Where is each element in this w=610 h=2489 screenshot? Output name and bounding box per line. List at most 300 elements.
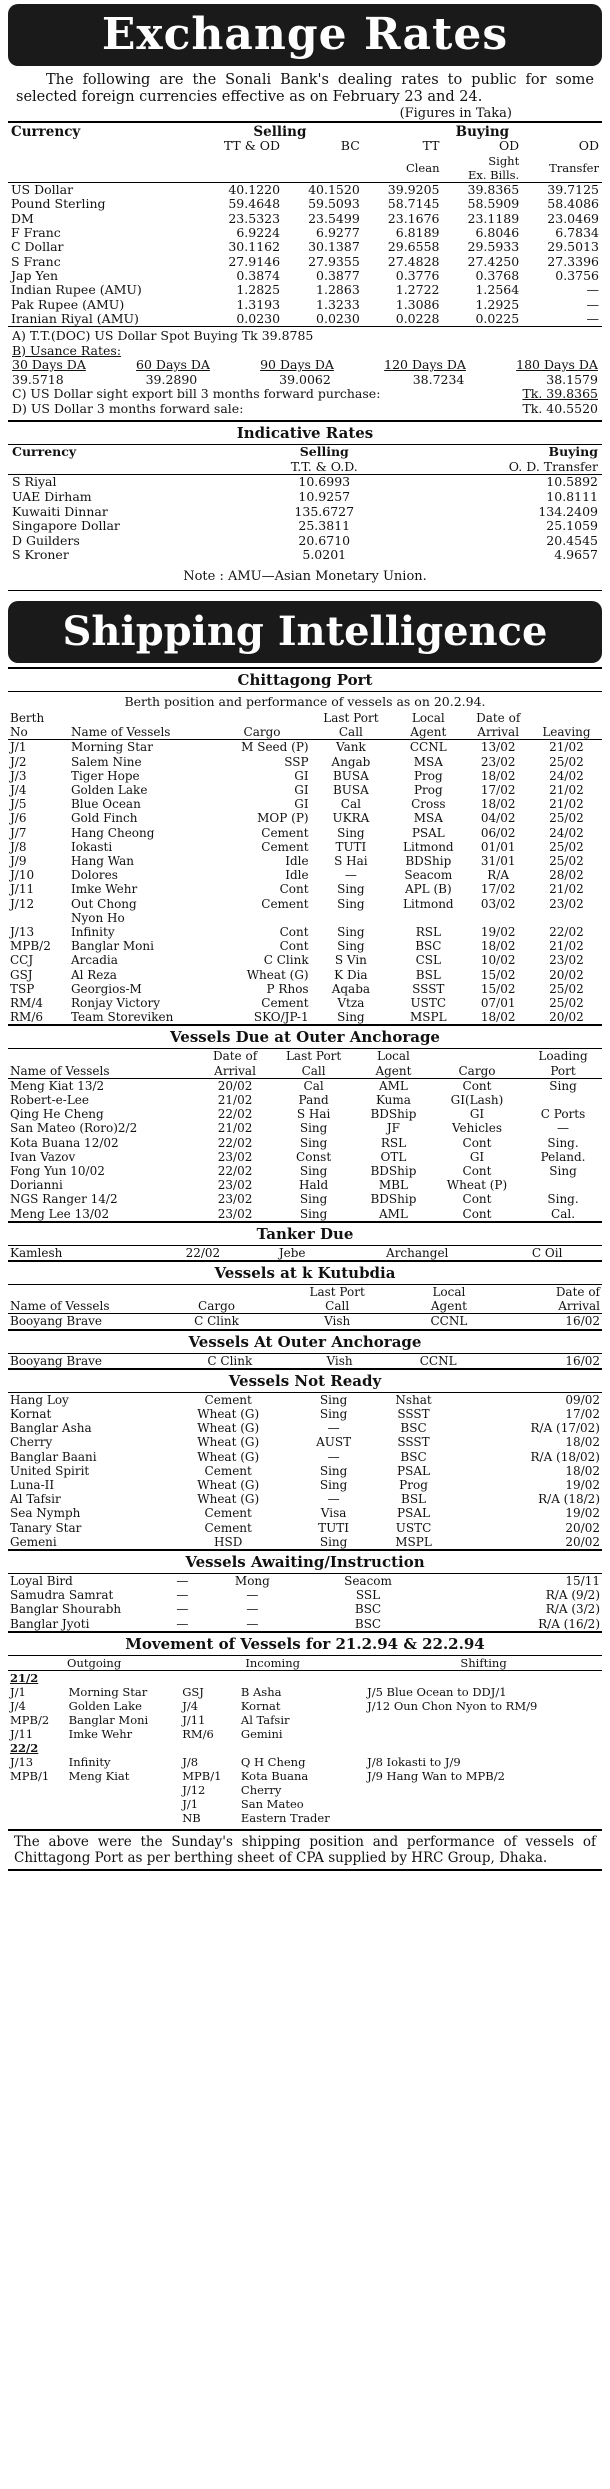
berth-cell: 21/02	[549, 782, 584, 797]
berth-row	[8, 1010, 602, 1024]
rate-value: 6.8046	[475, 225, 520, 241]
movement-row	[8, 1685, 602, 1699]
due-cell: Cont	[462, 1135, 492, 1150]
due-col	[200, 1049, 270, 1078]
berth-cell: Prog	[413, 768, 443, 783]
usance-label: 90 Days DA	[260, 357, 334, 373]
due-cell: OTL	[380, 1149, 407, 1164]
kutubdia-cell: 16/02	[565, 1314, 600, 1329]
kutubdia-cell: CCNL	[430, 1314, 468, 1329]
berth-cell: TUTI	[335, 839, 367, 854]
berth-cell: 21/02	[549, 740, 584, 755]
notready-cell: 20/02	[565, 1534, 600, 1549]
berth-cell: Litmond	[402, 839, 454, 854]
mv-col-shifting: Shifting	[365, 1656, 602, 1671]
notready-row	[8, 1478, 602, 1492]
due-row	[8, 1164, 602, 1178]
berth-cell: MOP (P)	[257, 811, 309, 826]
currency-name: UAE Dirham	[12, 488, 92, 504]
usance-labels	[12, 358, 598, 373]
buying-value: 25.1059	[546, 518, 598, 534]
awaiting-cell: Samudra Samrat	[10, 1588, 114, 1603]
currency-name: S Kroner	[12, 547, 69, 563]
berth-cell: 13/02	[480, 740, 516, 755]
movement-row	[8, 1699, 602, 1713]
rate-value: 39.8365	[467, 182, 520, 198]
notready-cell: BSL	[401, 1492, 427, 1507]
movement-cell: MPB/1	[182, 1768, 222, 1783]
due-cell: 23/02	[217, 1149, 253, 1164]
rate-value: 40.1220	[228, 182, 281, 198]
berth-cell: 17/02	[480, 782, 516, 797]
awaiting-row	[8, 1617, 602, 1631]
movement-day-label: 22/2	[10, 1740, 39, 1755]
notready-cell: BSC	[400, 1421, 427, 1436]
berth-row	[8, 740, 602, 755]
currency-name: D Guilders	[12, 532, 80, 548]
movement-day-row	[8, 1670, 602, 1685]
berth-cell: Morning Star	[70, 740, 153, 755]
notready-cell: Luna-II	[10, 1478, 55, 1493]
due-col	[8, 1049, 200, 1078]
indicative-row	[8, 490, 602, 505]
berth-cell: Cement	[261, 995, 309, 1010]
note-c-text: C) US Dollar sight export bill 3 months forward purchase:	[12, 386, 381, 402]
berth-cell: SSST	[412, 981, 445, 996]
berth-cell: BUSA	[332, 782, 369, 797]
due-cell: Sing	[549, 1164, 577, 1178]
rate-value: 1.2564	[475, 282, 520, 298]
berth-cell: P Rhos	[266, 981, 309, 996]
berth-cell: 18/02	[480, 1010, 516, 1025]
notready-cell: Wheat (G)	[197, 1492, 260, 1507]
berth-col-label: Berth	[10, 710, 45, 725]
berth-cell: 20/02	[549, 1010, 584, 1025]
outer-body	[8, 1354, 602, 1368]
berth-cell: CCJ	[10, 953, 34, 968]
due-cell: 23/02	[217, 1206, 253, 1221]
berth-row	[8, 755, 602, 769]
berth-cell: J/2	[10, 754, 27, 769]
movement-cell: GSJ	[182, 1684, 204, 1699]
berth-col-label: Local	[411, 710, 445, 725]
berth-cell: S Hai	[334, 853, 368, 868]
notready-row	[8, 1450, 602, 1464]
berth-cell: Sing	[337, 825, 365, 840]
tanker-row	[8, 1246, 602, 1260]
currency-name: F Franc	[11, 225, 61, 241]
movement-cell: J/11	[182, 1712, 206, 1727]
berth-cell: Dolores	[70, 868, 118, 883]
notready-row	[8, 1421, 602, 1435]
notready-cell: Sea Nymph	[10, 1506, 81, 1521]
rate-value: 0.3768	[475, 267, 520, 283]
notready-cell: Cement	[204, 1392, 252, 1407]
berth-cell: Cement	[261, 839, 309, 854]
notready-cell: Wheat (G)	[197, 1407, 260, 1422]
berth-cell: J/10	[10, 868, 35, 883]
berth-cell: Vtza	[337, 995, 365, 1010]
usance-values	[12, 373, 598, 388]
currency-name: S Riyal	[12, 474, 57, 490]
rate-value: 58.7145	[387, 196, 440, 212]
kutubdia-col	[403, 1285, 494, 1314]
due-cell: S Hai	[296, 1107, 331, 1122]
ind-col-tt: T.T. & O.D.	[290, 458, 358, 474]
berth-cell: Nyon Ho	[70, 910, 125, 925]
due-col-label: Last Port	[285, 1049, 342, 1064]
indicative-body	[8, 475, 602, 563]
col-sight: Sight	[488, 153, 520, 168]
due-cell: 21/02	[217, 1092, 253, 1107]
due-row	[8, 1136, 602, 1150]
movement-cell: J/1	[10, 1684, 26, 1699]
movement-cell: B Asha	[240, 1684, 282, 1699]
berth-cell	[531, 911, 602, 925]
due-cell: AML	[378, 1206, 408, 1221]
movement-cell: MPB/1	[10, 1768, 50, 1783]
berth-cell: J/9	[10, 853, 27, 868]
notready-cell: —	[327, 1421, 340, 1436]
notready-cell: PSAL	[397, 1506, 430, 1521]
due-table	[8, 1049, 602, 1220]
outer-title: Vessels At Outer Anchorage	[8, 1329, 602, 1354]
awaiting-row	[8, 1588, 602, 1602]
currency-name: DM	[11, 210, 34, 226]
awaiting-row	[8, 1602, 602, 1616]
due-row	[8, 1093, 602, 1107]
berth-cell: Cont	[279, 882, 309, 897]
col-ex-bills: Ex. Bills.	[467, 167, 520, 182]
movement-cell: J/8 Iokasti to J/9	[367, 1754, 461, 1769]
rate-value: 6.8189	[395, 225, 440, 241]
movement-cell: Banglar Moni	[68, 1712, 149, 1727]
movement-cell: MPB/2	[10, 1712, 50, 1727]
rate-value: 0.0230	[236, 310, 281, 326]
berth-cell: SSP	[284, 754, 309, 769]
col-buying: Buying	[363, 122, 602, 139]
due-col	[524, 1049, 602, 1078]
usance-notes	[8, 326, 602, 418]
berth-cell: 23/02	[480, 754, 516, 769]
berth-cell: 15/02	[480, 967, 516, 982]
currency-name: Pound Sterling	[11, 196, 106, 212]
rate-value: 6.9224	[236, 225, 281, 241]
rate-value: —	[586, 296, 599, 312]
berth-cell: Tiger Hope	[70, 768, 140, 783]
berth-col-sub: Arrival	[477, 725, 520, 740]
rate-value: 0.0228	[395, 310, 440, 326]
berth-cell: 18/02	[480, 939, 516, 954]
tanker-cell: Archangel	[386, 1245, 449, 1260]
tanker-cell	[592, 1246, 602, 1260]
movement-row	[8, 1797, 602, 1811]
berth-cell: J/1	[10, 740, 27, 755]
rate-value: —	[586, 282, 599, 298]
due-cell: Sing	[299, 1135, 328, 1150]
kutubdia-header-row	[8, 1285, 602, 1314]
rate-value: 1.3086	[395, 296, 440, 312]
indicative-row	[8, 519, 602, 534]
due-col-sub: Call	[301, 1063, 326, 1078]
berth-cell: 25/02	[549, 811, 584, 826]
movement-cell: RM/6	[182, 1726, 214, 1741]
berth-cell: Blue Ocean	[70, 797, 141, 812]
berth-col-sub: No	[10, 725, 28, 740]
berth-cell: Gold Finch	[70, 811, 138, 826]
exchange-intro	[8, 66, 602, 106]
indicative-row	[8, 548, 602, 563]
shipping-title: Shipping Intelligence	[8, 601, 602, 663]
movement-row	[8, 1727, 602, 1741]
kutubdia-row	[8, 1314, 602, 1329]
tanker-cell: 22/02	[185, 1245, 221, 1260]
notready-cell: R/A (18/2)	[538, 1492, 600, 1507]
awaiting-body	[8, 1574, 602, 1631]
due-row	[8, 1150, 602, 1164]
berth-row	[8, 953, 602, 967]
buying-value: 10.8111	[546, 488, 598, 504]
kutubdia-col	[494, 1285, 602, 1314]
movement-cell	[67, 1811, 181, 1825]
notready-title: Vessels Not Ready	[8, 1368, 602, 1393]
berth-header-row	[8, 711, 602, 740]
due-cell: Const	[296, 1149, 332, 1164]
berth-cell: J/3	[10, 768, 27, 783]
footer-note: The above were the Sunday's shipping position and performance of vessels of Chittagong Port as per berthing sheet of CPA supplied by HRC Group, Dhaka.	[8, 1829, 602, 1871]
buying-value: 4.9657	[554, 547, 598, 563]
due-cell: BDShip	[370, 1107, 417, 1122]
notready-cell: PSAL	[397, 1463, 430, 1478]
berth-row	[8, 854, 602, 868]
notready-cell: Cement	[204, 1463, 252, 1478]
berth-cell: Idle	[285, 868, 309, 883]
rate-value: 39.7125	[547, 182, 599, 198]
awaiting-cell: Banglar Jyoti	[10, 1616, 90, 1631]
kutubdia-col-label: Cargo	[198, 1299, 235, 1314]
berth-cell: RSL	[415, 924, 441, 939]
berth-row	[8, 897, 602, 911]
kutubdia-cell: C Clink	[194, 1314, 239, 1329]
kutubdia-col	[8, 1285, 162, 1314]
due-row	[8, 1207, 602, 1221]
due-cell: Kota Buana 12/02	[10, 1135, 119, 1150]
movement-cell	[365, 1713, 602, 1727]
kutubdia-col	[162, 1285, 271, 1314]
berth-cell: APL (B)	[404, 882, 452, 897]
berth-cell: 10/02	[480, 953, 516, 968]
movement-cell: Kornat	[240, 1698, 281, 1713]
rate-row	[8, 312, 602, 326]
port-title: Chittagong Port	[8, 667, 602, 692]
due-cell: Cont	[462, 1164, 492, 1178]
berth-cell: 20/02	[549, 967, 584, 982]
movement-cell: J/8	[182, 1754, 199, 1769]
berth-cell: 18/02	[480, 797, 516, 812]
outer-cell: 16/02	[565, 1353, 600, 1368]
tanker-body	[8, 1246, 602, 1260]
rate-value: 30.1162	[228, 239, 281, 255]
page	[8, 0, 602, 1871]
ind-col-od: O. D. Transfer	[508, 458, 598, 474]
buying-value: 134.2409	[538, 503, 598, 519]
movement-cell	[365, 1811, 602, 1825]
indicative-row	[8, 475, 602, 490]
awaiting-cell: R/A (9/2)	[545, 1588, 600, 1603]
notready-row	[8, 1393, 602, 1407]
notready-cell: Wheat (G)	[197, 1421, 260, 1436]
mv-col-incoming: Incoming	[180, 1656, 365, 1671]
due-cell: Pand	[298, 1092, 329, 1107]
notready-cell: Nshat	[395, 1392, 432, 1407]
rate-value: 0.3874	[236, 267, 281, 283]
berth-table	[8, 711, 602, 1024]
berth-col-label: Date of	[476, 710, 521, 725]
outer-cell: C Clink	[207, 1353, 253, 1368]
note-c	[12, 387, 598, 402]
col-od2: OD	[578, 138, 599, 154]
berth-cell: PSAL	[411, 825, 445, 840]
awaiting-cell: R/A (16/2)	[538, 1616, 600, 1631]
col-currency: Currency	[8, 122, 197, 139]
berth-cell	[213, 911, 310, 925]
ind-col-buying: Buying	[548, 444, 598, 460]
awaiting-cell: —	[246, 1602, 259, 1617]
berth-cell: J/6	[10, 811, 27, 826]
berth-cell: Cal	[340, 797, 361, 812]
rate-row	[8, 255, 602, 269]
berth-cell: RM/6	[10, 1010, 43, 1025]
berth-cell: Sing	[337, 896, 365, 911]
due-cell: MBL	[378, 1178, 408, 1193]
due-cell: Kuma	[375, 1092, 411, 1107]
berth-row	[8, 797, 602, 811]
movement-cell	[67, 1783, 181, 1797]
berth-cell: J/7	[10, 825, 27, 840]
kutubdia-col-label: Date of	[555, 1285, 600, 1300]
movement-cell: J/12	[182, 1782, 206, 1797]
movement-cell	[8, 1783, 67, 1797]
due-cell: Sing	[549, 1078, 577, 1093]
outer-cell: Booyang Brave	[10, 1353, 103, 1368]
berth-cell: Sing	[337, 924, 365, 939]
due-cell: Meng Lee 13/02	[10, 1206, 110, 1221]
awaiting-cell: Loyal Bird	[10, 1574, 73, 1589]
notready-cell: SSST	[397, 1435, 430, 1450]
notready-cell: R/A (18/02)	[530, 1449, 600, 1464]
berth-cell: 25/02	[549, 853, 584, 868]
berth-cell: Cement	[261, 896, 309, 911]
berth-cell: Iokasti	[70, 839, 113, 854]
movement-cell: Golden Lake	[68, 1698, 142, 1713]
berth-cell: Imke Wehr	[70, 882, 138, 897]
due-cell: Cont	[462, 1078, 492, 1093]
rate-value: 1.2722	[395, 282, 440, 298]
due-cell: 23/02	[217, 1192, 253, 1207]
due-cell: GI	[469, 1149, 485, 1164]
currency-name: Jap Yen	[11, 267, 59, 283]
rate-value: 23.5323	[228, 210, 281, 226]
awaiting-cell: —	[176, 1574, 189, 1589]
currency-name: Kuwaiti Dinnar	[12, 503, 108, 519]
berth-cell: 21/02	[549, 939, 584, 954]
due-cell: BDShip	[370, 1164, 417, 1178]
rate-value: 1.2863	[316, 282, 360, 298]
usance-value: 39.5718	[12, 371, 64, 387]
usance-label: 120 Days DA	[384, 357, 466, 373]
berth-row	[8, 911, 602, 925]
berth-row	[8, 939, 602, 953]
due-cell: Sing	[299, 1164, 328, 1178]
movement-cell	[67, 1797, 181, 1811]
berth-cell: 24/02	[549, 825, 584, 840]
awaiting-title: Vessels Awaiting/Instruction	[8, 1549, 602, 1574]
berth-cell: Prog	[413, 782, 443, 797]
notready-cell: 17/02	[565, 1407, 600, 1422]
notready-cell: United Spirit	[10, 1463, 90, 1478]
notready-cell: AUST	[316, 1435, 352, 1450]
notready-cell: 19/02	[565, 1506, 600, 1521]
rate-value: 29.5933	[467, 239, 520, 255]
notready-cell: 18/02	[565, 1463, 600, 1478]
awaiting-cell: BSC	[354, 1616, 382, 1631]
col-od: OD	[498, 138, 520, 154]
rate-value: 30.1387	[308, 239, 360, 255]
due-cell: —	[557, 1121, 570, 1136]
currency-name: US Dollar	[11, 182, 74, 198]
due-cell: RSL	[380, 1135, 407, 1150]
berth-cell: Hang Wan	[70, 853, 134, 868]
rate-value: 59.5093	[308, 196, 360, 212]
buying-value: 10.5892	[546, 474, 598, 490]
ind-col-currency: Currency	[12, 444, 77, 460]
berth-col	[213, 711, 310, 740]
outer-row	[8, 1354, 602, 1368]
rate-value: 0.0230	[316, 310, 360, 326]
berth-cell: Cement	[261, 825, 309, 840]
tanker-cell: C Oil	[531, 1245, 563, 1260]
rate-row	[8, 183, 602, 198]
berth-row	[8, 882, 602, 896]
berth-cell: 01/01	[480, 839, 516, 854]
col-tt-od: TT & OD	[223, 138, 281, 154]
berth-cell: 25/02	[549, 754, 584, 769]
berth-row	[8, 840, 602, 854]
kutubdia-cell: Vish	[324, 1314, 351, 1329]
berth-cell: 21/02	[549, 797, 584, 812]
rate-value: 23.0469	[547, 210, 599, 226]
kutubdia-body	[8, 1314, 602, 1329]
col-selling: Selling	[197, 122, 363, 139]
berth-col-label: Last Port	[323, 710, 379, 725]
berth-row	[8, 769, 602, 783]
berth-row	[8, 968, 602, 982]
col-transfer: Transfer	[522, 154, 602, 183]
rate-row	[8, 240, 602, 254]
notready-cell: Sing	[319, 1392, 348, 1407]
selling-value: 25.3811	[298, 518, 351, 534]
kutubdia-col-label: Last Port	[309, 1285, 365, 1300]
berth-cell: USTC	[410, 995, 447, 1010]
notready-cell: Sing	[319, 1407, 348, 1422]
notready-cell: 18/02	[565, 1435, 600, 1450]
usance-value: 38.7234	[412, 371, 465, 387]
notready-cell: Al Tafsir	[10, 1492, 61, 1507]
notready-row	[8, 1535, 602, 1549]
tanker-cell: Kamlesh	[10, 1245, 63, 1260]
rate-value: 39.9205	[387, 182, 440, 198]
buying-value: 20.4545	[546, 532, 598, 548]
